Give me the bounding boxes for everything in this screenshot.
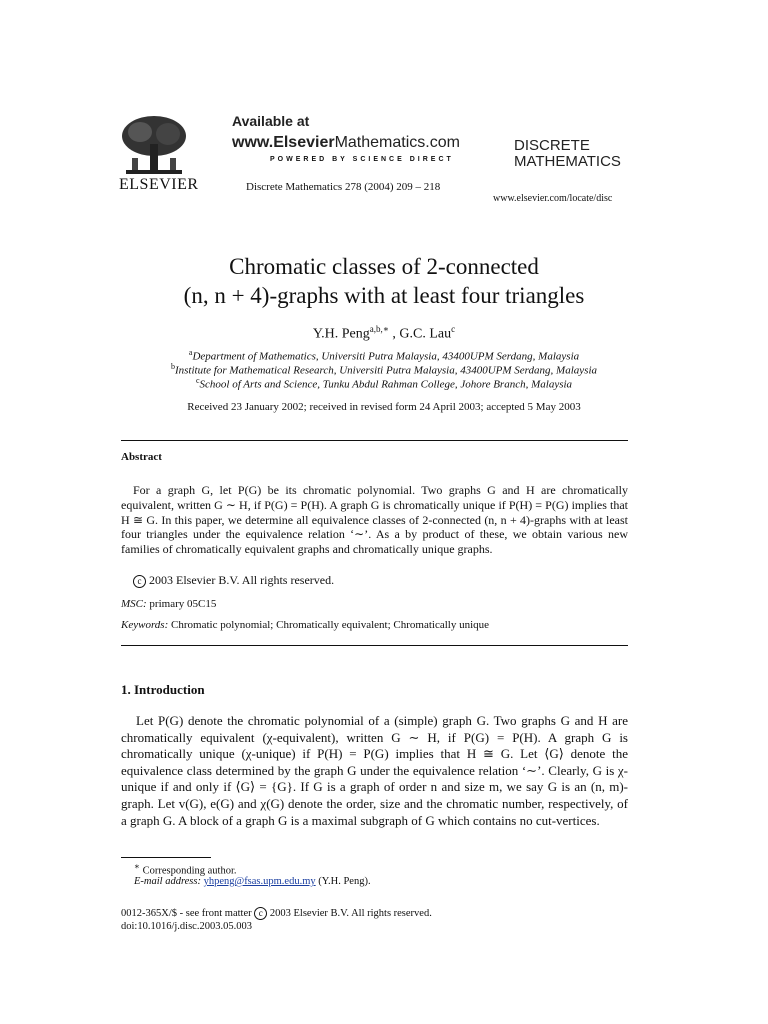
author-1-sup: a,b,∗ (369, 324, 389, 334)
keywords-line (121, 619, 489, 631)
introduction-body (121, 713, 628, 829)
available-url[interactable] (232, 134, 460, 152)
front-matter-suffix: 2003 Elsevier B.V. All rights reserved. (267, 908, 432, 919)
copyright-symbol: c (133, 575, 146, 588)
affil-mark: c (195, 376, 200, 385)
footnote-mark: ∗ (134, 861, 140, 871)
author-list (0, 324, 768, 343)
affiliation-c (0, 374, 768, 392)
abstract-heading: Abstract (121, 451, 162, 463)
copyright-text: 2003 Elsevier B.V. All rights reserved. (149, 573, 335, 587)
footnote-text: Corresponding author. (139, 865, 237, 877)
available-at-label: Available at (232, 113, 310, 129)
author-1: Y.H. Peng (312, 326, 370, 342)
journal-name-line1: DISCRETE (514, 137, 590, 154)
keywords-label: Keywords: (121, 619, 169, 631)
affil-mark: a (188, 348, 193, 357)
url-suffix: Mathematics.com (334, 134, 460, 151)
title-line1: Chromatic classes of 2-connected (229, 254, 539, 279)
abstract-text: For a graph G, let P(G) be its chromatic polynomial. Two graphs G and H are chromatically equivalent, written G ∼ H, if P(G) = P(H). A graph G is chromatically unique if P(H) = P(G) implies that H ≅ G. In this paper, we determine all equivalence classes of 2-connected (n, n + 4)-graphs with at least four triangles under the equivalence relation ‘∼’. As a by product of these, we obtain various new families of chromatically equivalent graphs and chromatically unique graphs. (121, 483, 628, 557)
author-2-sup: c (451, 324, 456, 334)
footnote-email (134, 876, 371, 887)
paper-title (0, 252, 768, 310)
email-owner: (Y.H. Peng). (315, 876, 371, 887)
author-separator: , (388, 326, 400, 342)
url-brand: Elsevier (273, 134, 335, 151)
journal-name-line2: MATHEMATICS (514, 153, 621, 170)
powered-by-text: POWERED BY SCIENCE DIRECT (270, 156, 454, 163)
journal-url[interactable]: www.elsevier.com/locate/disc (493, 193, 613, 204)
affil-mark: b (170, 362, 175, 371)
copyright-symbol: c (254, 907, 267, 920)
received-dates: Received 23 January 2002; received in revised form 24 April 2003; accepted 5 May 2003 (187, 401, 581, 413)
abstract-body (121, 483, 628, 557)
affil-text: School of Arts and Science, Tunku Abdul Rahman College, Johore Branch, Malaysia (199, 378, 573, 391)
journal-citation: Discrete Mathematics 278 (2004) 209 – 218 (246, 181, 441, 193)
msc-value: primary 05C15 (146, 598, 217, 610)
footnote-corresponding (134, 861, 236, 877)
email-label: E-mail address: (134, 876, 201, 887)
intro-text: Let P(G) denote the chromatic polynomial of a (simple) graph G. Two graphs G and H are chromatically equivalent (χ-equivalent), written G ∼ H, if P(G) = P(H). A graph G is chromatically unique (χ-unique) if P(H) = P(G) implies that H ≅ G. Let ⟨G⟩ denote the equivalence class determined by the graph G under the equivalence relation ‘∼’. Clearly, G is χ-unique if and only if ⟨G⟩ = {G}. If G is a graph of order n and size m, we say G is an (n, m)-graph. Let v(G), e(G) and χ(G) denote the order, size and the chromatic number, respectively, of a graph G. A block of a graph G is a maximal subgraph of G which contains no cut-vertices. (121, 713, 628, 828)
journal-name (514, 138, 621, 170)
title-line2: (n, n + 4)-graphs with at least four triangles (183, 283, 585, 308)
url-prefix: www. (232, 134, 274, 151)
msc-label: MSC: (121, 598, 147, 610)
keywords-value: Chromatic polynomial; Chromatically equivalent; Chromatically unique (168, 619, 490, 631)
affil-text: Institute for Mathematical Research, Universiti Putra Malaysia, 43400UPM Serdang, Malaysia (174, 364, 597, 377)
email-link[interactable]: yhpeng@fsas.upm.edu.my (203, 876, 316, 887)
msc-line (121, 598, 216, 610)
abstract-copyright (133, 573, 334, 588)
section-heading: 1. Introduction (121, 682, 205, 697)
doi[interactable]: doi:10.1016/j.disc.2003.05.003 (121, 921, 252, 932)
divider-bottom (121, 645, 628, 646)
footnote-rule (121, 857, 211, 858)
elsevier-tree-logo (118, 114, 190, 178)
affil-text: Department of Mathematics, Universiti Putra Malaysia, 43400UPM Serdang, Malaysia (192, 350, 580, 363)
front-matter (121, 907, 432, 920)
publisher-logo-text: ELSEVIER (119, 176, 199, 193)
divider-top (121, 440, 628, 441)
author-2: G.C. Lau (399, 326, 452, 342)
front-matter-prefix: 0012-365X/$ - see front matter (121, 908, 255, 919)
